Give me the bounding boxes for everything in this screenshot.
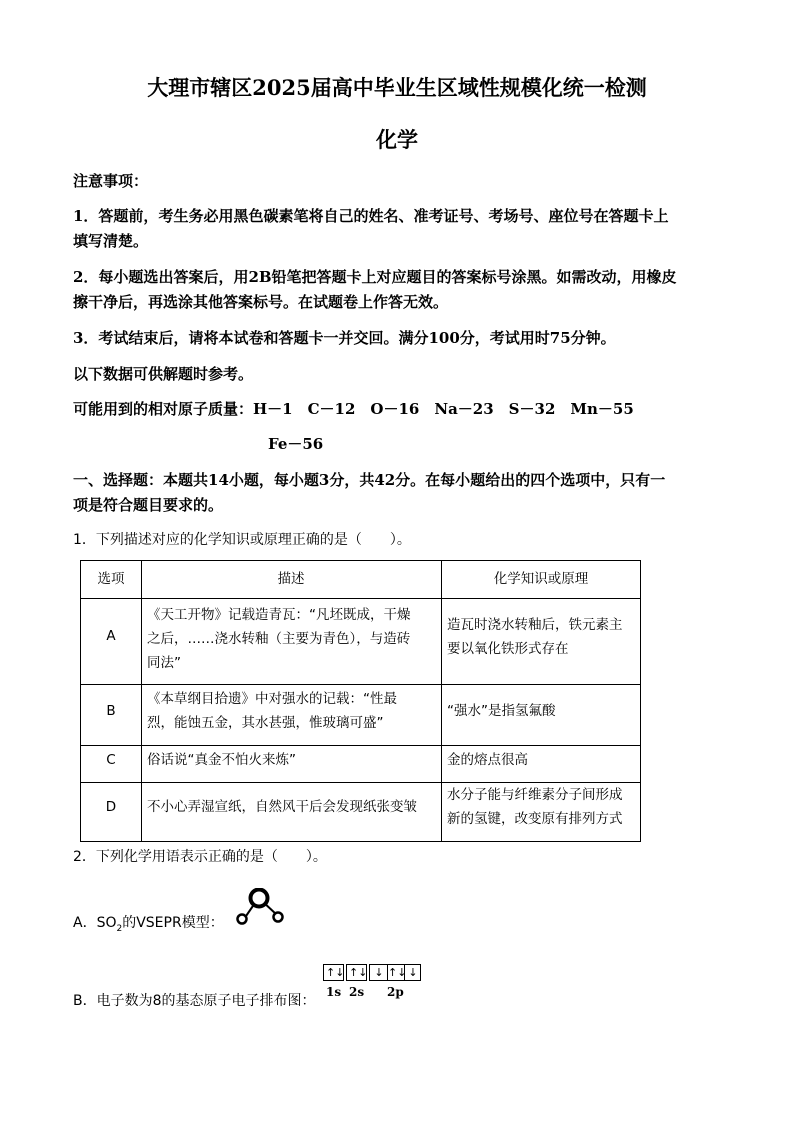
question-2-stem: 2．下列化学用语表示正确的是（ ）。	[73, 849, 327, 865]
orbital-label-2p: 2p	[387, 985, 404, 999]
table-row-a-description: 《天工开物》记载造青瓦：“凡坯既成，干燥 之后，……浇水转釉（主要为青色），与造砖 同法”	[147, 607, 411, 671]
table-row-c-principle: 金的熔点很高	[447, 752, 528, 768]
question-2-option-b: B．电子数为8的基态原子电子排布图：	[73, 993, 316, 1009]
data-reference-note: 以下数据可供解题时参考。	[73, 365, 254, 383]
table-header-principle: 化学知识或原理	[493, 571, 589, 587]
question-1-stem: 1．下列描述对应的化学知识或原理正确的是（ ）。	[73, 532, 411, 548]
table-row-d-option: D	[105, 799, 117, 815]
table-row-c-option: C	[106, 752, 116, 768]
table-row-d-principle: 水分子能与纤维素分子间形成 新的氢键，改变原有排列方式	[447, 787, 623, 827]
table-row-b-option: B	[106, 703, 116, 719]
question-2-option-a: A．$SO_2$的VSEPR模型：	[73, 915, 224, 934]
table-row-a-principle: 造瓦时浇水转釉后，铁元素主 要以氧化铁形式存在	[447, 617, 623, 657]
section-1-heading-line-2: 项是符合题目要求的。	[73, 496, 224, 514]
orbital-2s: ↑↓	[346, 964, 367, 981]
orbital-1s: ↑↓	[323, 964, 344, 981]
table-header-option: 选项	[97, 571, 125, 587]
question-1-table	[80, 560, 641, 842]
atomic-mass-line-1: 可能用到的相对原子质量：H－1 C－12 O－16 Na－23 S－32 Mn－55	[73, 400, 634, 418]
table-row-c-description: 俗话说“真金不怕火来炼”	[147, 752, 296, 768]
notice-item-2-line-2: 擦干净后，再选涂其他答案标号。在试题卷上作答无效。	[73, 293, 449, 311]
table-row-b-principle: “强水”是指氢氟酸	[447, 703, 556, 719]
notice-heading: 注意事项：	[73, 172, 149, 190]
section-1-heading-line-1: 一、选择题：本题共14小题，每小题3分，共42分。在每小题给出的四个选项中，只有一	[73, 471, 666, 489]
vsepr-model-diagram	[232, 888, 288, 926]
notice-item-1-line-1: 1．答题前，考生务必用黑色碳素笔将自己的姓名、准考证号、考场号、座位号在答题卡上	[73, 207, 669, 225]
table-row-a-option: A	[106, 628, 116, 644]
table-row-d-description: 不小心弄湿宣纸，自然风干后会发现纸张变皱	[147, 799, 417, 815]
table-header-description: 描述	[277, 571, 305, 587]
table-row-b-description: 《本草纲目拾遗》中对强水的记载：“性最 烈，能蚀五金，其水甚强，惟玻璃可盛”	[147, 691, 397, 731]
orbital-label-2s: 2s	[349, 985, 365, 999]
notice-item-2-line-1: 2．每小题选出答案后，用2B铅笔把答题卡上对应题目的答案标号涂黑。如需改动，用橡皮	[73, 268, 677, 286]
subject-title: 化学	[376, 127, 418, 152]
exam-title: 大理市辖区2025届高中毕业生区域性规模化统一检测	[147, 75, 647, 100]
notice-item-3: 3．考试结束后，请将本试卷和答题卡一并交回。满分100分，考试用时75分钟。	[73, 329, 616, 347]
atomic-mass-line-2: Fe－56	[268, 435, 324, 453]
orbital-label-1s: 1s	[326, 985, 342, 999]
notice-item-1-line-2: 填写清楚。	[73, 232, 149, 250]
orbital-2p: ↓ ↑↓ ↓	[369, 964, 421, 981]
